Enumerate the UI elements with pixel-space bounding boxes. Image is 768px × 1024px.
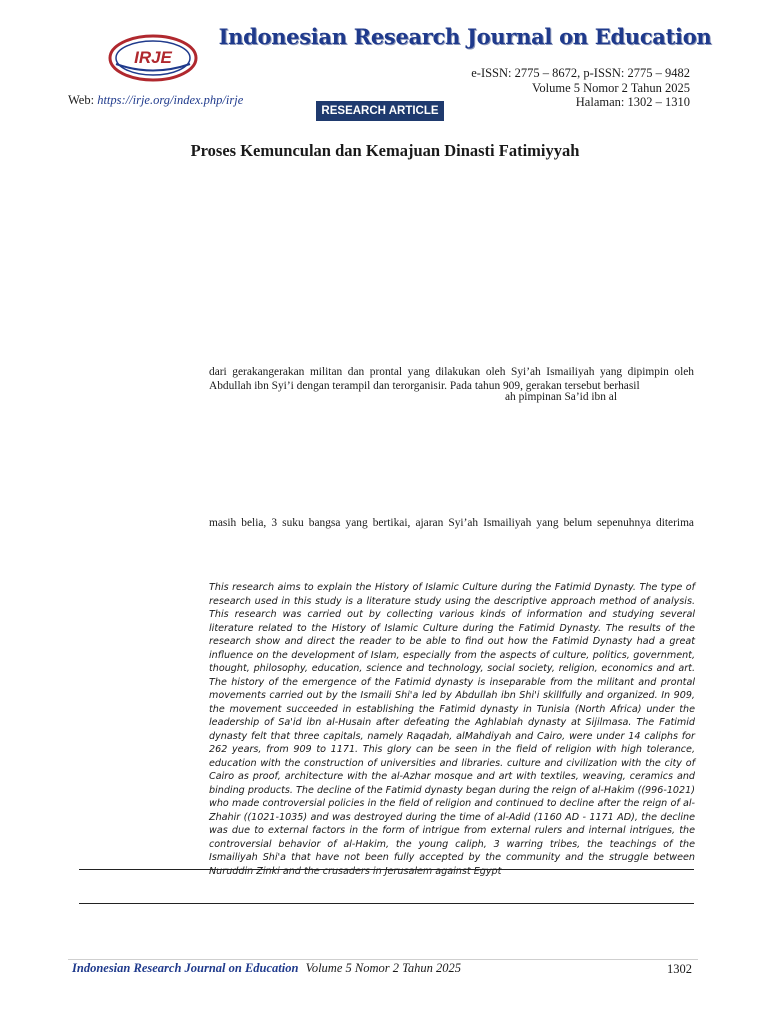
footer-journal-name: Indonesian Research Journal on Education [72,961,299,975]
irje-logo [108,33,198,83]
text-fragment-1: dari gerakangerakan militan dan prontal yang dilakukan oleh Syi’ah Ismailiyah yang dipimpin oleh Abdullah ibn Syi’i dengan terampil dan terorganisir. Pada tahun 909, gerakan tersebut berhasil [209,366,694,392]
web-label: Web: [68,93,95,107]
abstract-text: This research aims to explain the History of Islamic Culture during the Fatimid Dynasty. The type of research used in this study is a literature study using the descriptive approach method of analysis. This research was carried out by collecting various kinds of information and studying several literature related to the History of Islamic Culture during the Fatimid Dynasty. The results of the research show and direct the reader to be able to find out how the Fatimid Dynasty had a great influence on the development of Islam, especially from the aspects of culture, politics, government, thought, philosophy, education, science and technology, social society, religion, economics and art. The history of the emergence of the Fatimid dynasty is inseparable from the militant and prontal movements carried out by the Ismaili Shi'a led by Abdullah ibn Shi'i skillfully and organized. In 909, the movement succeeded in establishing the Fatimid dynasty in Tunisia (North Africa) under the leadership of Sa'id ibn al-Husain after defeating the Aghlabiah dynasty at Sijilmasa. The Fatimid dynasty felt that three capitals, namely Raqadah, alMahdiyah and Cairo, were under 14 caliphs for 262 years, from 909 to 1171. This glory can be seen in the field of religion with high tolerance, education with the construction of universities and libraries. culture and civilization with the city of Cairo as proof, architecture with the al-Azhar mosque and art with textiles, weaving, ceramics and binding products. The decline of the Fatimid dynasty began during the reign of al-Hakim ((996-1021) who made controversial policies in the field of religion and continued to decline after the reign of al-Zhahir ((1021-1035) and was destroyed during the time of al-Adid (1160 AD - 1171 AD), the decline was due to external factors in the form of intrigue from external rulers and internal intrigues, the controversial behavior of al-Hakim, the young caliph, 3 warring tribes, the teachings of the Ismailiyah Shi'a that have not been fully accepted by the community and the struggle between Nuruddin Zinki and the crusaders in Jerusalem against Egypt [209,582,695,877]
web-line [68,93,243,108]
journal-url-link[interactable]: https://irje.org/index.php/irje [97,93,244,107]
divider-bottom [79,903,694,904]
issn-line: e-ISSN: 2775 – 8672, p-ISSN: 2775 – 9482 [471,66,690,80]
text-fragment-3: masih belia, 3 suku bangsa yang bertikai, ajaran Syi’ah Ismailiyah yang belum sepenuhnya diterima [209,517,694,529]
footer-citation [72,961,461,976]
pages-line: Halaman: 1302 – 1310 [575,95,690,109]
footer-volume: Volume 5 Nomor 2 Tahun 2025 [305,961,462,975]
journal-title: Indonesian Research Journal on Education [218,24,712,49]
article-title: Proses Kemunculan dan Kemajuan Dinasti Fatimiyyah [190,141,580,160]
footer-divider [68,959,698,960]
divider-top [79,869,694,870]
journal-meta [471,66,690,110]
page-number: 1302 [667,962,692,976]
article-type-badge: RESEARCH ARTICLE [316,101,444,121]
text-fragment-2: ah pimpinan Sa’id ibn al [505,391,617,403]
volume-line: Volume 5 Nomor 2 Tahun 2025 [531,80,690,95]
logo-text: IRJE [134,48,172,67]
